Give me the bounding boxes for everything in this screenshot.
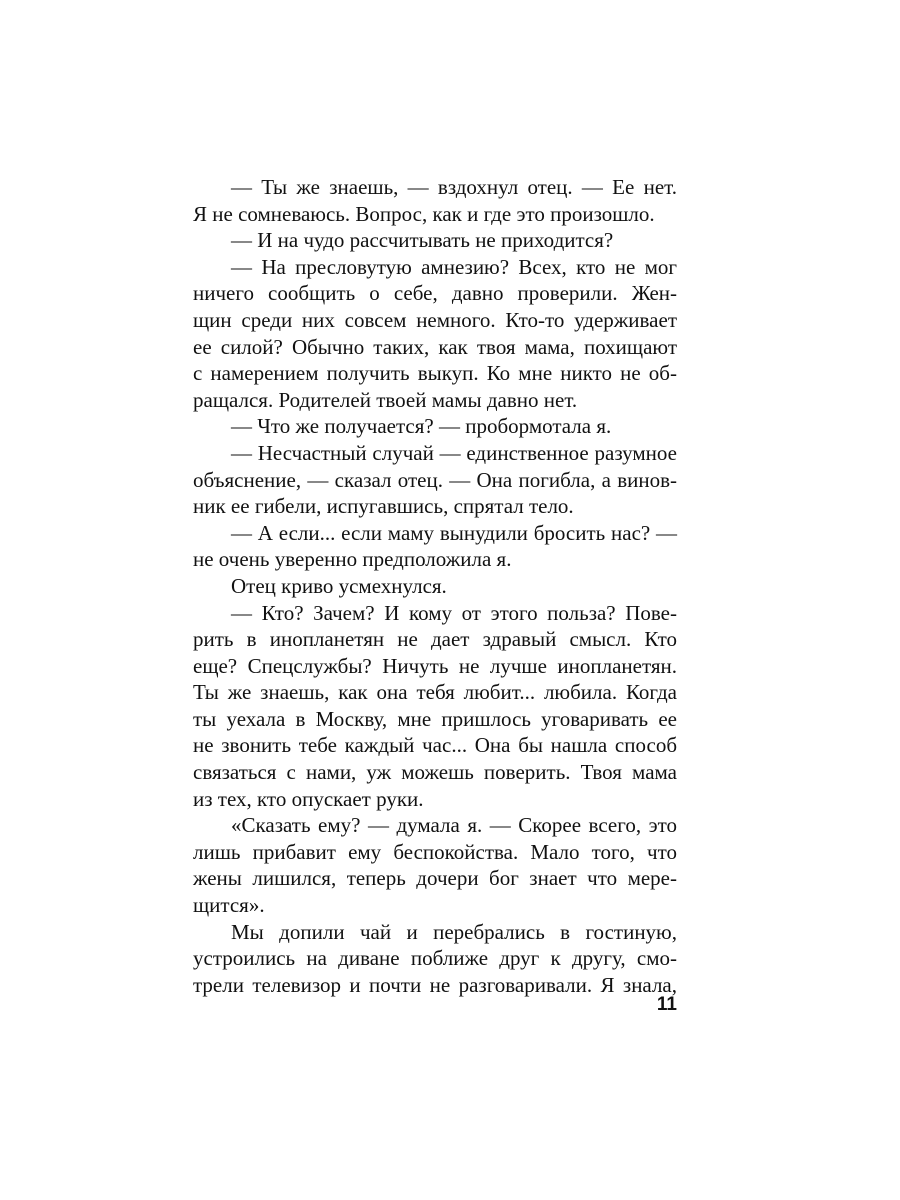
text-line: ращался. Родителей твоей мамы давно нет. — [193, 387, 578, 412]
paragraph — [193, 573, 677, 600]
text-line: не очень уверенно предположила я. — [193, 547, 512, 572]
paragraph — [193, 413, 677, 440]
body-text — [193, 174, 677, 998]
text-line: не звонить тебе каждый час... Она бы нашла способ — [193, 733, 677, 758]
text-line: Мы допили чай и перебрались в гостиную, — [231, 919, 677, 944]
text-line: Ты же знаешь, как она тебя любит... любила. Когда — [193, 680, 677, 705]
paragraph — [193, 254, 677, 414]
text-line: — А если... если маму вынудили бросить нас? — — [231, 520, 677, 545]
text-line: лишь прибавит ему беспокойства. Мало того, что — [193, 839, 677, 864]
paragraph — [193, 520, 677, 573]
text-line: — И на чудо рассчитывать не приходится? — [231, 228, 614, 253]
paragraph — [193, 919, 677, 999]
text-line: с намерением получить выкуп. Ко мне никто не об- — [193, 361, 677, 386]
text-line: из тех, кто опускает руки. — [193, 786, 424, 811]
text-line: жены лишился, теперь дочери бог знает что мере- — [193, 866, 677, 891]
text-line: — Ты же знаешь, — вздохнул отец. — Ее нет. — [231, 175, 677, 199]
text-line: — Что же получается? — пробормотала я. — [231, 414, 612, 439]
text-line: щится». — [193, 893, 265, 918]
text-line: еще? Спецслужбы? Ничуть не лучше инопланетян. — [193, 653, 677, 678]
text-line: ее силой? Обычно таких, как твоя мама, похищают — [193, 334, 677, 359]
paragraph — [193, 174, 677, 227]
page-number: 11 — [656, 994, 677, 1015]
text-line: Я не сомневаюсь. Вопрос, как и где это произошло. — [193, 201, 655, 226]
text-line: щин среди них совсем немного. Кто-то удерживает — [193, 307, 677, 332]
paragraph — [193, 440, 677, 520]
text-line: «Сказать ему? — думала я. — Скорее всего, это — [231, 813, 677, 838]
text-line: связаться с нами, уж можешь поверить. Твоя мама — [193, 760, 677, 785]
text-line: — На пресловутую амнезию? Всех, кто не мог — [231, 254, 677, 279]
text-line: — Кто? Зачем? И кому от этого польза? Пове- — [231, 600, 677, 625]
paragraph — [193, 227, 677, 254]
text-line: трели телевизор и почти не разговаривали. Я знала, — [193, 972, 677, 997]
text-line: Отец криво усмехнулся. — [231, 573, 447, 598]
paragraph — [193, 600, 677, 813]
text-line: ник ее гибели, испугавшись, спрятал тело. — [193, 494, 574, 519]
text-line: объяснение, — сказал отец. — Она погибла, а винов- — [193, 467, 677, 492]
text-line: ничего сообщить о себе, давно проверили. Жен- — [193, 281, 677, 306]
paragraph — [193, 812, 677, 918]
text-line: устроились на диване поближе друг к другу, смо- — [193, 946, 677, 971]
text-line: ты уехала в Москву, мне пришлось уговаривать ее — [193, 706, 677, 731]
text-line: рить в инопланетян не дает здравый смысл. Кто — [193, 627, 677, 652]
text-line: — Несчастный случай — единственное разумное — [231, 440, 677, 465]
